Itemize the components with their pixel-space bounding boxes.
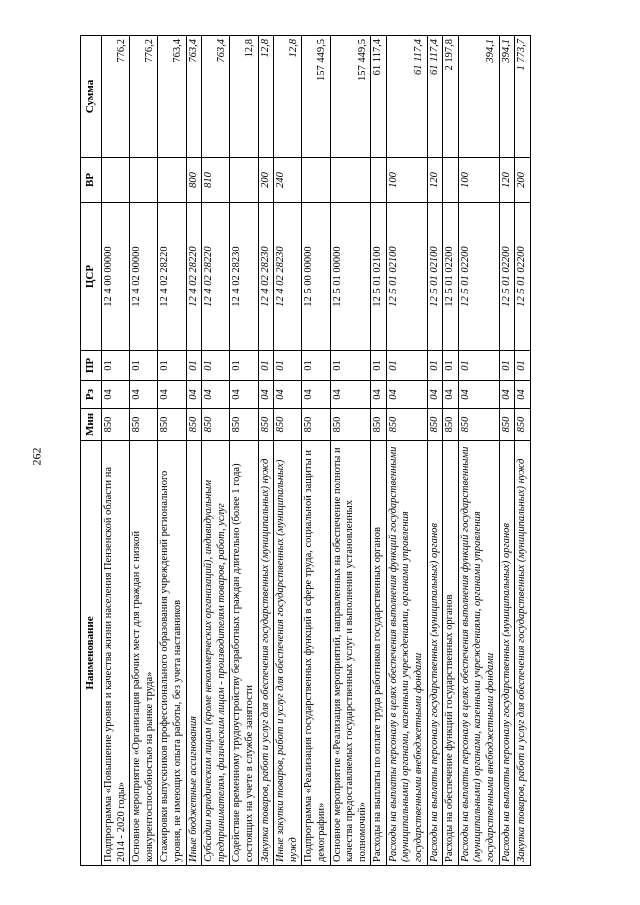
table-row xyxy=(230,36,258,866)
cell-name: Расходы на выплаты по оплате труда работников государственных органов xyxy=(371,441,387,866)
table-row xyxy=(202,36,230,866)
cell-rz: 04 xyxy=(302,381,330,409)
cell-name: Стажировки выпускников профессионального образования учреждений регионального уровня, не имеющих опыта работы, без учета наставников xyxy=(158,441,186,866)
cell-pr: 01 xyxy=(458,351,499,381)
table-row xyxy=(186,36,202,866)
table-row xyxy=(515,36,531,866)
cell-rz: 04 xyxy=(258,381,274,409)
cell-pr: 01 xyxy=(499,351,515,381)
cell-vr xyxy=(330,158,371,203)
table-row xyxy=(499,36,515,866)
cell-sum: 763,4 xyxy=(158,36,186,158)
cell-name: Иные бюджетные ассигнования xyxy=(186,441,202,866)
cell-csr: 12 5 01 02100 xyxy=(386,203,427,351)
table-row xyxy=(330,36,371,866)
cell-csr: 12 4 02 28230 xyxy=(274,203,302,351)
cell-sum: 61 117,4 xyxy=(386,36,427,158)
cell-sum: 776,2 xyxy=(102,36,130,158)
cell-rz: 04 xyxy=(130,381,158,409)
cell-csr: 12 4 00 00000 xyxy=(102,203,130,351)
table-row xyxy=(302,36,330,866)
cell-csr: 12 4 02 28230 xyxy=(230,203,258,351)
cell-min: 850 xyxy=(427,409,443,441)
cell-vr: 200 xyxy=(258,158,274,203)
page-number: 262 xyxy=(29,447,44,466)
cell-name: Закупка товаров, работ и услуг для обеспечения государственных (муниципальных) нужд xyxy=(515,441,531,866)
cell-rz: 04 xyxy=(230,381,258,409)
table-body xyxy=(102,36,531,866)
cell-pr: 01 xyxy=(443,351,459,381)
cell-sum: 12,8 xyxy=(258,36,274,158)
cell-csr: 12 5 01 00000 xyxy=(330,203,371,351)
cell-rz: 04 xyxy=(102,381,130,409)
cell-name: Содействие временному трудоустройству безработных граждан длительно (более 1 года) состоящих на учете в службе занятости xyxy=(230,441,258,866)
cell-sum: 763,4 xyxy=(202,36,230,158)
cell-pr: 01 xyxy=(230,351,258,381)
cell-min: 850 xyxy=(515,409,531,441)
cell-csr: 12 5 01 02100 xyxy=(371,203,387,351)
cell-pr: 01 xyxy=(302,351,330,381)
cell-name: Расходы на выплаты персоналу в целях обеспечения выполнения функций государственными (муниципальными) органами, казенными учреждениями, органами управления государственными внебюджетными фондами xyxy=(386,441,427,866)
cell-vr: 240 xyxy=(274,158,302,203)
cell-min: 850 xyxy=(102,409,130,441)
table-row xyxy=(458,36,499,866)
cell-name: Иные закупки товаров, работ и услуг для обеспечения государственных (муниципальных) нужд xyxy=(274,441,302,866)
cell-min: 850 xyxy=(230,409,258,441)
table-row xyxy=(130,36,158,866)
cell-pr: 01 xyxy=(274,351,302,381)
cell-sum: 61 117,4 xyxy=(427,36,443,158)
cell-min: 850 xyxy=(186,409,202,441)
cell-name: Основное мероприятие «Реализация мероприятий, направленных на обеспечение полноты и качества предоставляемых государственных услуг и выполнения установленных полномочий» xyxy=(330,441,371,866)
cell-rz: 04 xyxy=(202,381,230,409)
cell-csr: 12 4 02 28230 xyxy=(258,203,274,351)
cell-pr: 01 xyxy=(258,351,274,381)
cell-csr: 12 4 02 28220 xyxy=(186,203,202,351)
budget-table xyxy=(80,35,531,866)
cell-pr: 01 xyxy=(427,351,443,381)
col-header-name: Наименование xyxy=(81,441,102,866)
cell-sum: 61 117,4 xyxy=(371,36,387,158)
cell-csr: 12 5 01 02100 xyxy=(427,203,443,351)
cell-sum: 12,8 xyxy=(230,36,258,158)
cell-vr xyxy=(302,158,330,203)
cell-vr: 800 xyxy=(186,158,202,203)
cell-sum: 763,4 xyxy=(186,36,202,158)
col-header-sum: Сумма xyxy=(81,36,102,158)
cell-rz: 04 xyxy=(443,381,459,409)
cell-sum: 2 197,8 xyxy=(443,36,459,158)
cell-vr: 120 xyxy=(499,158,515,203)
cell-rz: 04 xyxy=(458,381,499,409)
cell-min: 850 xyxy=(443,409,459,441)
cell-min: 850 xyxy=(302,409,330,441)
cell-csr: 12 4 02 28220 xyxy=(158,203,186,351)
cell-rz: 04 xyxy=(274,381,302,409)
cell-pr: 01 xyxy=(130,351,158,381)
table-row xyxy=(274,36,302,866)
cell-sum: 776,2 xyxy=(130,36,158,158)
cell-rz: 04 xyxy=(158,381,186,409)
cell-min: 850 xyxy=(330,409,371,441)
cell-rz: 04 xyxy=(515,381,531,409)
cell-vr xyxy=(443,158,459,203)
col-header-min: Мин xyxy=(81,409,102,441)
cell-min: 850 xyxy=(499,409,515,441)
cell-pr: 01 xyxy=(371,351,387,381)
cell-min: 850 xyxy=(130,409,158,441)
cell-name: Подпрограмма «Реализация государственных функций в сфере труда, социальной защиты и демографии» xyxy=(302,441,330,866)
table-row xyxy=(102,36,130,866)
cell-pr: 01 xyxy=(330,351,371,381)
cell-vr xyxy=(102,158,130,203)
cell-rz: 04 xyxy=(330,381,371,409)
cell-vr: 100 xyxy=(386,158,427,203)
cell-pr: 01 xyxy=(158,351,186,381)
table-header-row xyxy=(81,36,102,866)
rotated-table-container xyxy=(80,36,640,866)
cell-csr: 12 4 02 28220 xyxy=(202,203,230,351)
cell-csr: 12 5 01 02200 xyxy=(443,203,459,351)
cell-sum: 394,1 xyxy=(499,36,515,158)
cell-name: Расходы на выплаты персоналу государственных (муниципальных) органов xyxy=(427,441,443,866)
cell-min: 850 xyxy=(202,409,230,441)
table-row xyxy=(258,36,274,866)
col-header-vr: ВР xyxy=(81,158,102,203)
table-row xyxy=(427,36,443,866)
cell-csr: 12 5 01 02200 xyxy=(499,203,515,351)
cell-csr: 12 5 01 02200 xyxy=(515,203,531,351)
cell-name: Субсидии юридическим лицам (кроме некоммерческих организаций), индивидуальным предпринимателям, физическим лицам - производителям товаров, работ, услуг xyxy=(202,441,230,866)
cell-pr: 01 xyxy=(515,351,531,381)
cell-sum: 1 773,7 xyxy=(515,36,531,158)
cell-min: 850 xyxy=(371,409,387,441)
cell-min: 850 xyxy=(386,409,427,441)
col-header-csr: ЦСР xyxy=(81,203,102,351)
cell-vr xyxy=(130,158,158,203)
col-header-pr: ПР xyxy=(81,351,102,381)
cell-vr: 120 xyxy=(427,158,443,203)
cell-min: 850 xyxy=(274,409,302,441)
cell-pr: 01 xyxy=(386,351,427,381)
cell-vr: 810 xyxy=(202,158,230,203)
cell-rz: 04 xyxy=(186,381,202,409)
table-row xyxy=(443,36,459,866)
cell-vr xyxy=(158,158,186,203)
cell-pr: 01 xyxy=(202,351,230,381)
cell-vr: 100 xyxy=(458,158,499,203)
cell-vr xyxy=(230,158,258,203)
cell-sum: 394,1 xyxy=(458,36,499,158)
cell-pr: 01 xyxy=(186,351,202,381)
cell-rz: 04 xyxy=(386,381,427,409)
cell-name: Расходы на выплаты персоналу государственных (муниципальных) органов xyxy=(499,441,515,866)
cell-name: Основное мероприятие «Организация рабочих мест для граждан с низкой конкурентоспособностью на рынке труда» xyxy=(130,441,158,866)
cell-sum: 12,8 xyxy=(274,36,302,158)
cell-name: Подпрограмма «Повышение уровня и качества жизни населения Пензенской области на 2014 - 2020 годы» xyxy=(102,441,130,866)
cell-rz: 04 xyxy=(371,381,387,409)
table-row xyxy=(371,36,387,866)
cell-rz: 04 xyxy=(427,381,443,409)
col-header-rz: Рз xyxy=(81,381,102,409)
cell-sum: 157 449,5 xyxy=(330,36,371,158)
cell-csr: 12 5 00 00000 xyxy=(302,203,330,351)
cell-min: 850 xyxy=(158,409,186,441)
cell-name: Расходы на обеспечение функций государственных органов xyxy=(443,441,459,866)
cell-name: Расходы на выплаты персоналу в целях обеспечения выполнения функций государственными (муниципальными) органами, казенными учреждениями, органами управления государственными внебюджетными фондами xyxy=(458,441,499,866)
cell-name: Закупка товаров, работ и услуг для обеспечения государственных (муниципальных) нужд xyxy=(258,441,274,866)
cell-rz: 04 xyxy=(499,381,515,409)
cell-csr: 12 4 02 00000 xyxy=(130,203,158,351)
cell-csr: 12 5 01 02200 xyxy=(458,203,499,351)
cell-pr: 01 xyxy=(102,351,130,381)
cell-min: 850 xyxy=(458,409,499,441)
table-row xyxy=(158,36,186,866)
cell-sum: 157 449,5 xyxy=(302,36,330,158)
cell-vr: 200 xyxy=(515,158,531,203)
table-row xyxy=(386,36,427,866)
cell-vr xyxy=(371,158,387,203)
cell-min: 850 xyxy=(258,409,274,441)
